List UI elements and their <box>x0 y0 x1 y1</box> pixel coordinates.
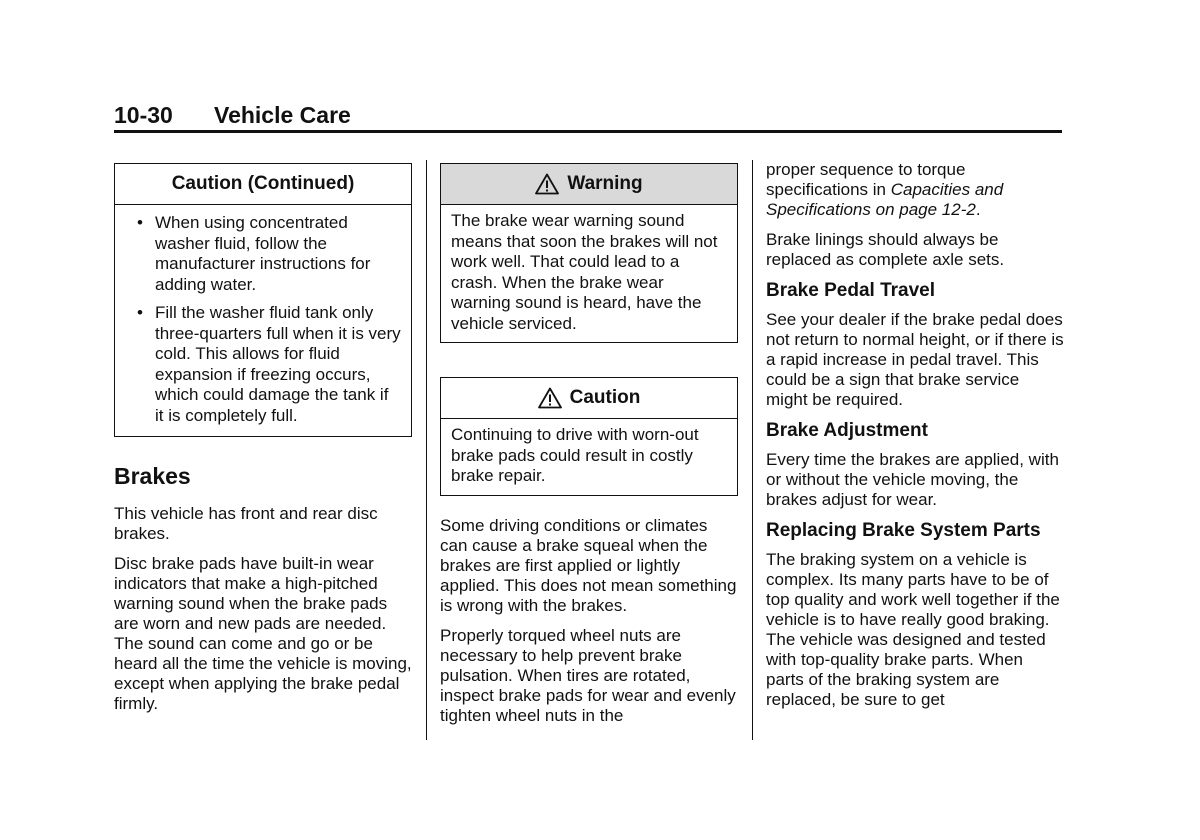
bullet-item <box>125 303 401 426</box>
replacing-brake-parts-heading: Replacing Brake System Parts <box>766 520 1041 541</box>
section-title: Vehicle Care <box>214 102 351 128</box>
column-divider <box>426 160 427 740</box>
warning-box-title <box>441 164 737 205</box>
brakes-heading: Brakes <box>114 463 191 489</box>
caution-continued-box <box>114 163 412 437</box>
brake-adjustment-heading: Brake Adjustment <box>766 420 928 441</box>
cross-reference-link[interactable]: Capacities and Specifications on page 12-2 <box>766 180 1004 219</box>
bullet-text: Fill the washer fluid tank only three-quarters full when it is very cold. This allows for fluid expansion if freezing occurs, which could damage the tank if it is completely full. <box>155 303 401 425</box>
caution-box-body: Continuing to drive with worn-out brake pads could result in costly brake repair. <box>451 425 699 485</box>
page-number: 10-30 <box>114 102 173 128</box>
page-header <box>114 100 1062 133</box>
column-3 <box>766 160 1064 720</box>
paragraph: Some driving conditions or climates can cause a brake squeal when the brakes are first applied or lightly applied. This does not mean something is wrong with the brakes. <box>440 515 737 615</box>
paragraph <box>766 160 1064 220</box>
bullet-dot: • <box>137 303 143 322</box>
intro-text: proper sequence to torque specifications in <box>766 160 966 199</box>
brake-pedal-travel-heading: Brake Pedal Travel <box>766 280 935 301</box>
paragraph: The braking system on a vehicle is complex. Its many parts have to be of top quality and work well together if the vehicle is to have really good braking. The vehicle was designed and tested with top-quality brake parts. When parts of the braking system are replaced, be sure to get <box>766 550 1060 709</box>
column-1 <box>114 160 412 724</box>
bullet-item <box>125 213 401 295</box>
column-divider <box>752 160 753 740</box>
paragraph: This vehicle has front and rear disc brakes. <box>114 504 378 543</box>
warning-triangle-icon <box>535 173 559 195</box>
bullet-text: When using concentrated washer fluid, follow the manufacturer instructions for adding water. <box>155 213 371 294</box>
warning-triangle-icon <box>538 387 562 409</box>
column-2 <box>440 160 738 736</box>
warning-box-body: The brake wear warning sound means that soon the brakes will not work well. That could lead to a crash. When the brake wear warning sound is heard, have the vehicle serviced. <box>451 211 718 333</box>
paragraph: Every time the brakes are applied, with or without the vehicle moving, the brakes adjust for wear. <box>766 450 1059 509</box>
warning-title-text: Warning <box>567 173 643 194</box>
caution-box-title <box>441 378 737 419</box>
caution-title-text: Caution <box>569 387 641 408</box>
caution-box <box>440 377 738 496</box>
paragraph: Disc brake pads have built-in wear indicators that make a high-pitched warning sound when the brake pads are worn and new pads are needed. The sound can come and go or be heard all the time the vehicle is moving, except when applying the brake pedal firmly. <box>114 554 412 713</box>
paragraph: Properly torqued wheel nuts are necessary to help prevent brake pulsation. When tires are rotated, inspect brake pads for wear and evenly tighten wheel nuts in the <box>440 625 736 725</box>
caution-box-body <box>115 205 411 436</box>
caution-box-title: Caution (Continued) <box>115 164 411 205</box>
paragraph: Brake linings should always be replaced as complete axle sets. <box>766 230 1005 269</box>
paragraph: See your dealer if the brake pedal does not return to normal height, or if there is a rapid increase in pedal travel. This could be a sign that brake service might be required. <box>766 310 1064 409</box>
intro-end: . <box>975 200 981 219</box>
bullet-dot: • <box>137 213 143 232</box>
warning-box <box>440 163 738 343</box>
